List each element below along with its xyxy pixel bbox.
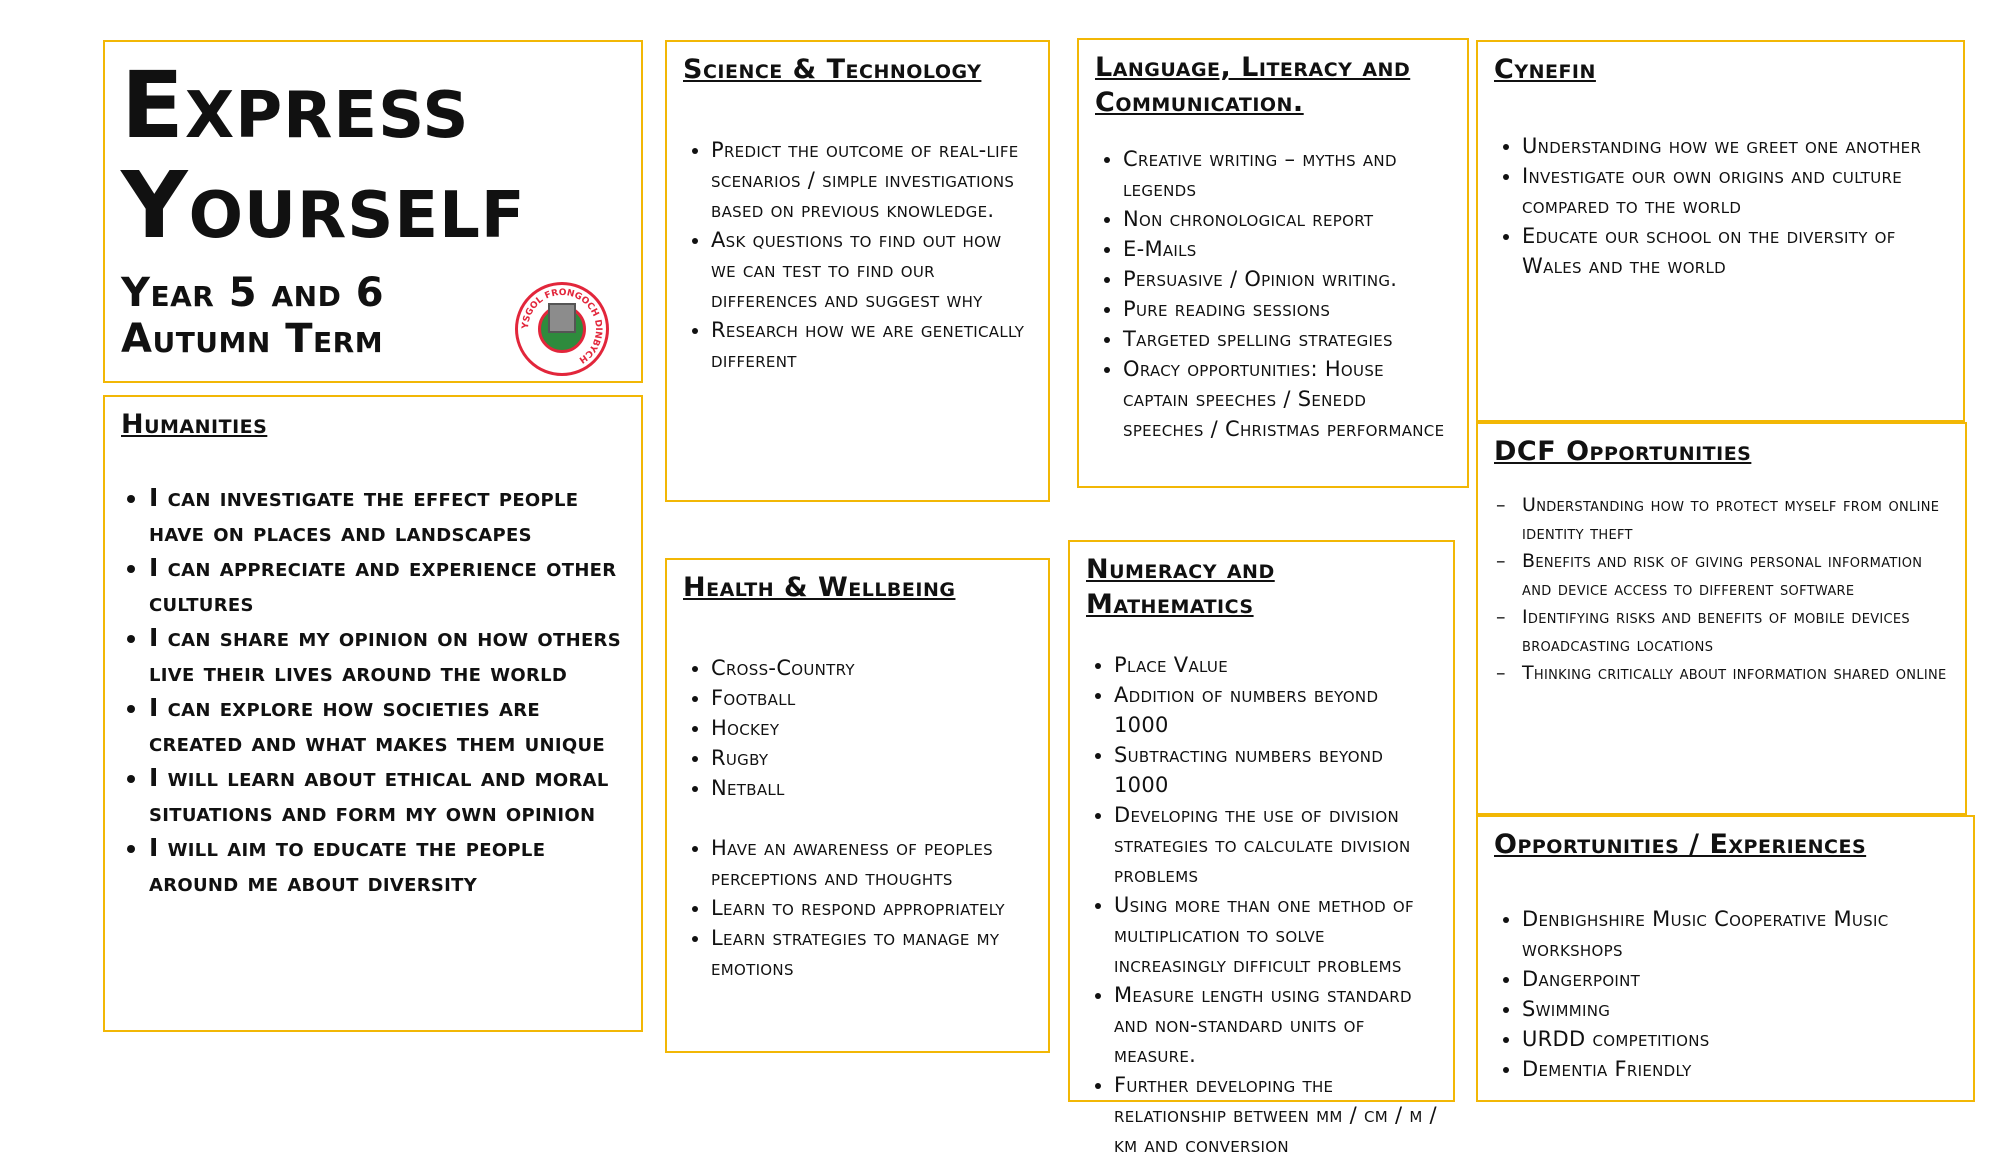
science-heading: Science & Technology [683,54,982,85]
humanities-panel [103,395,643,1032]
opportunities-list [1494,904,1957,1084]
science-list [683,135,1032,375]
list-item: • Swimming [1522,994,1957,1024]
list-item: • Educate our school on the diversity of Wales and the world [1522,221,1947,281]
page-title [121,52,625,259]
list-item: • Have an awareness of peoples perceptions and thoughts [711,833,1032,893]
list-item: • I can investigate the effect people have on places and landscapes [149,480,625,550]
list-item: – Thinking critically about information shared online [1522,659,1949,687]
list-item: • Rugby [711,743,1032,773]
list-item: – Benefits and risk of giving personal information and device access to different software [1522,547,1949,603]
list-item: • Football [711,683,1032,713]
list-item: • Hockey [711,713,1032,743]
list-item: • Netball [711,773,1032,803]
list-item: • Creative writing – myths and legends [1123,144,1451,204]
list-item: • Persuasive / Opinion writing. [1123,264,1451,294]
title-line-2: Yourself [121,152,526,259]
list-item: • I can appreciate and experience other cultures [149,550,625,620]
list-item: – Understanding how to protect myself from online identity theft [1522,491,1949,547]
list-item: • I will aim to educate the people around me about diversity [149,830,625,900]
list-item: • Pure reading sessions [1123,294,1451,324]
list-item: • Non chronological report [1123,204,1451,234]
list-item: • I can share my opinion on how others live their lives around the world [149,620,625,690]
numeracy-heading: Numeracy and Mathematics [1086,554,1275,621]
list-item: • Subtracting numbers beyond 1000 [1114,740,1437,800]
opportunities-panel [1476,815,1975,1102]
list-item: – Identifying risks and benefits of mobile devices broadcasting locations [1522,603,1949,659]
dcf-panel [1476,422,1967,815]
numeracy-list [1086,650,1437,1160]
list-item: • Understanding how we greet one another [1522,131,1947,161]
language-heading-line-1: Language, Literacy and [1095,52,1411,83]
list-item: • Dangerpoint [1522,964,1957,994]
opportunities-heading: Opportunities / Experiences [1494,829,1867,860]
list-item: • Using more than one method of multiplication to solve increasingly difficult problems [1114,890,1437,980]
list-item: • I will learn about ethical and moral situations and form my own opinion [149,760,625,830]
term-label: Autumn Term [121,316,384,362]
science-panel [665,40,1050,502]
health-sports-list [683,653,1032,803]
year-label: Year 5 and 6 [121,270,385,316]
dcf-list [1494,491,1949,687]
list-item: • Further developing the relationship between mm / cm / m / km and conversion [1114,1070,1437,1160]
list-item: • Learn to respond appropriately [711,893,1032,923]
list-item: • URDD competitions [1522,1024,1957,1054]
language-panel [1077,38,1469,488]
cynefin-panel [1476,40,1965,422]
school-logo [515,282,609,376]
humanities-list [121,480,625,900]
list-item: • Denbighshire Music Cooperative Music workshops [1522,904,1957,964]
title-line-1: Express [121,52,470,159]
dcf-heading: DCF Opportunities [1494,436,1752,467]
list-item: • I can explore how societies are created and what makes them unique [149,690,625,760]
list-item: • E-Mails [1123,234,1451,264]
list-item: • Dementia Friendly [1522,1054,1957,1084]
castle-icon [548,303,576,333]
list-item: • Targeted spelling strategies [1123,324,1451,354]
list-item: • Learn strategies to manage my emotions [711,923,1032,983]
health-skills-list [683,833,1032,983]
language-list [1095,144,1451,444]
list-item: • Place Value [1114,650,1437,680]
list-item: • Cross-Country [711,653,1032,683]
logo-text: YSGOL FRONGOCH DINBYCH [520,287,604,365]
list-item: • Investigate our own origins and culture compared to the world [1522,161,1947,221]
list-item: • Measure length using standard and non-standard units of measure. [1114,980,1437,1070]
cynefin-list [1494,131,1947,281]
title-panel [103,40,643,383]
numeracy-panel [1068,540,1455,1158]
health-heading: Health & Wellbeing [683,572,956,603]
list-item: • Ask questions to find out how we can test to find our differences and suggest why [711,225,1032,315]
humanities-heading: Humanities [121,409,268,440]
list-item: • Research how we are genetically different [711,315,1032,375]
health-panel [665,558,1050,1053]
list-item: • Oracy opportunities: House captain speeches / Senedd speeches / Christmas performance [1123,354,1451,444]
language-heading [1095,50,1451,120]
list-item: • Addition of numbers beyond 1000 [1114,680,1437,740]
list-item: • Predict the outcome of real-life scenarios / simple investigations based on previous knowledge. [711,135,1032,225]
list-item: • Developing the use of division strategies to calculate division problems [1114,800,1437,890]
language-heading-line-2: Communication. [1095,87,1304,119]
cynefin-heading: Cynefin [1494,54,1596,85]
